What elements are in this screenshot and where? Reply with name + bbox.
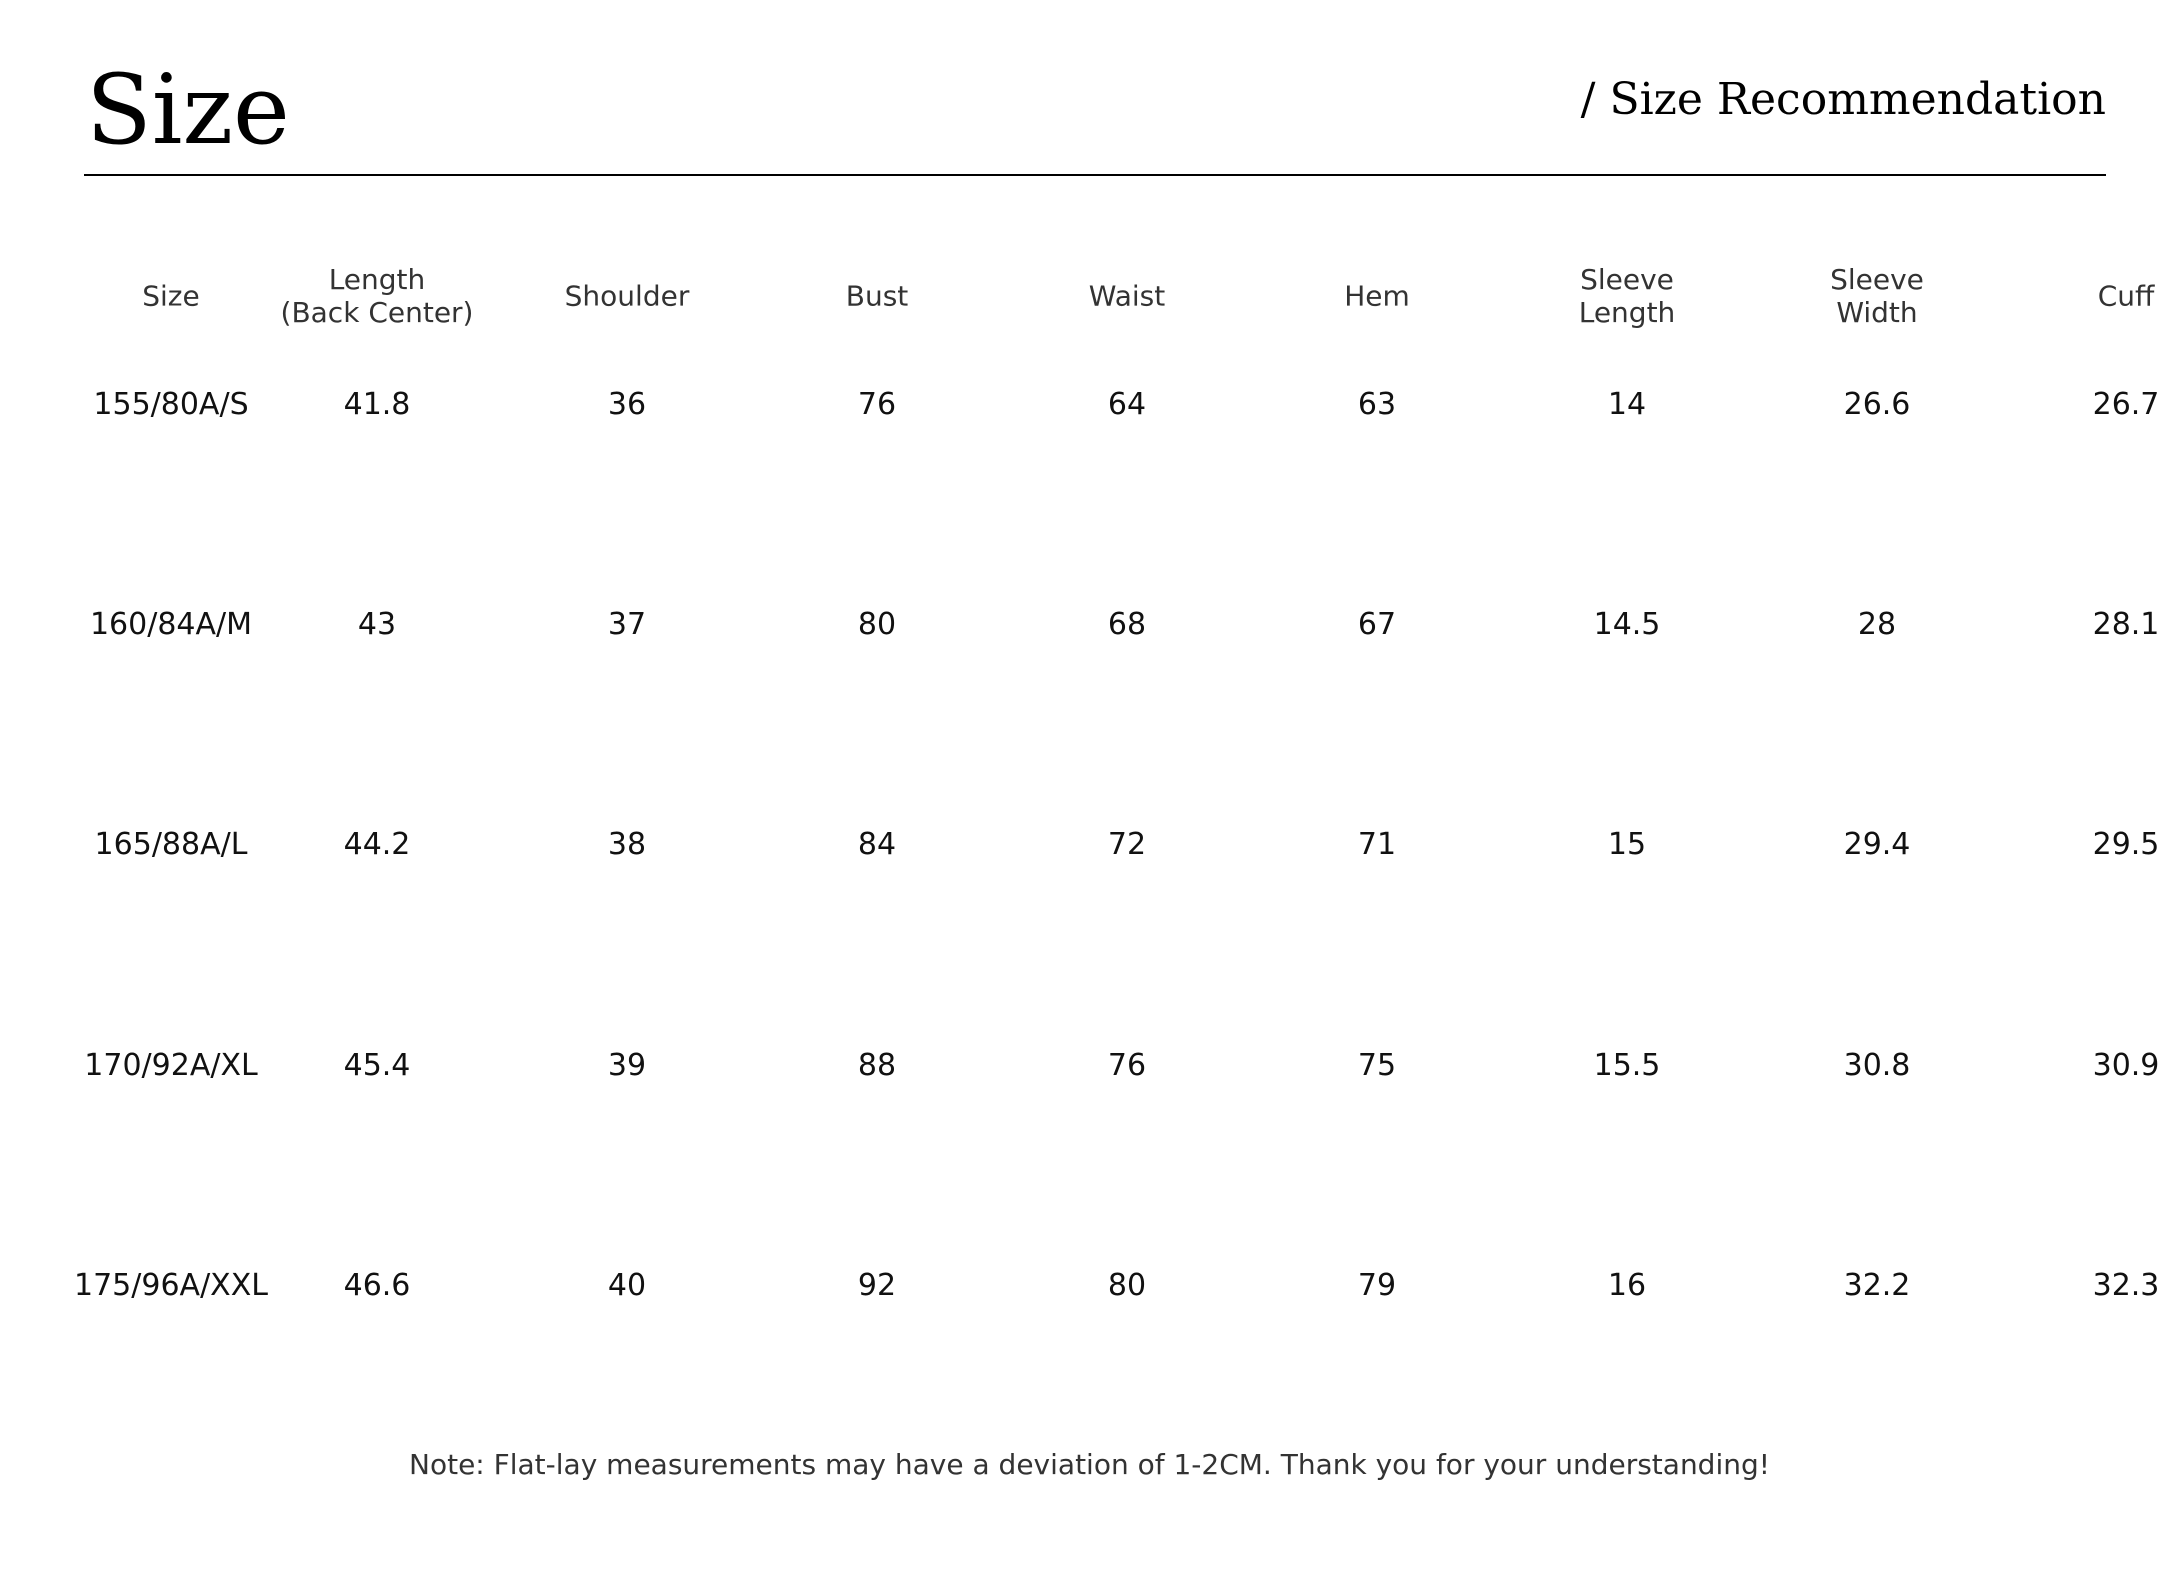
column-header-shoulder (565, 280, 690, 313)
table-cell-cuff: 32.3 (2092, 1268, 2160, 1303)
table-cell-sleeve-width: 30.8 (1843, 1048, 1911, 1083)
table-cell-cuff: 30.9 (2092, 1048, 2160, 1083)
table-cell-hem: 75 (1357, 1048, 1397, 1083)
table-cell-hem: 63 (1357, 387, 1397, 422)
table-cell-size: 170/92A/XL (84, 1048, 258, 1083)
table-cell-bust: 76 (857, 387, 897, 422)
table-cell-sleeve-length: 16 (1607, 1268, 1647, 1303)
table-cell-sleeve-width: 29.4 (1843, 827, 1911, 862)
table-cell-bust: 92 (857, 1268, 897, 1303)
table-cell-hem: 79 (1357, 1268, 1397, 1303)
table-cell-shoulder: 37 (607, 607, 647, 642)
column-header-line: Shoulder (564, 279, 690, 313)
column-header-line: (Back Center) (280, 296, 474, 329)
column-header-sleeve-width (1830, 263, 1924, 329)
column-header-waist (1089, 280, 1165, 313)
table-cell-bust: 88 (857, 1048, 897, 1083)
column-header-line: Sleeve (1580, 263, 1674, 296)
table-cell-length-back-center: 43 (357, 607, 397, 642)
column-header-length-back-center (281, 263, 474, 329)
page-title: Size (86, 54, 290, 166)
table-cell-size: 175/96A/XXL (74, 1268, 268, 1303)
table-cell-hem: 67 (1357, 607, 1397, 642)
measurement-note: Note: Flat-lay measurements may have a deviation of 1-2CM. Thank you for your understanding! (409, 1448, 1770, 1481)
table-cell-sleeve-length: 14 (1607, 387, 1647, 422)
page-subtitle: / Size Recommendation (1580, 74, 2106, 125)
table-cell-size: 160/84A/M (89, 607, 253, 642)
table-cell-sleeve-width: 26.6 (1843, 387, 1911, 422)
column-header-line: Cuff (2097, 279, 2155, 313)
column-header-cuff (2098, 280, 2155, 313)
table-cell-bust: 84 (857, 827, 897, 862)
column-header-sleeve-length (1579, 263, 1676, 329)
table-cell-waist: 72 (1107, 827, 1147, 862)
table-cell-length-back-center: 41.8 (343, 387, 411, 422)
column-header-line: Width (1836, 296, 1918, 329)
table-cell-size: 165/88A/L (94, 827, 248, 862)
column-header-line: Length (1578, 296, 1676, 329)
column-header-line: Bust (845, 279, 909, 313)
table-cell-cuff: 29.5 (2092, 827, 2160, 862)
table-cell-length-back-center: 45.4 (343, 1048, 411, 1083)
table-cell-hem: 71 (1357, 827, 1397, 862)
table-cell-waist: 64 (1107, 387, 1147, 422)
table-cell-waist: 68 (1107, 607, 1147, 642)
table-cell-shoulder: 39 (607, 1048, 647, 1083)
table-cell-shoulder: 36 (607, 387, 647, 422)
table-cell-cuff: 28.1 (2092, 607, 2160, 642)
column-header-bust (846, 280, 909, 313)
column-header-line: Hem (1344, 279, 1410, 313)
column-header-hem (1344, 280, 1410, 313)
table-cell-size: 155/80A/S (93, 387, 249, 422)
column-header-line: Waist (1088, 279, 1166, 313)
table-cell-bust: 80 (857, 607, 897, 642)
column-header-size (142, 280, 199, 313)
table-cell-sleeve-length: 15.5 (1593, 1048, 1661, 1083)
table-cell-sleeve-length: 15 (1607, 827, 1647, 862)
table-cell-waist: 76 (1107, 1048, 1147, 1083)
table-cell-length-back-center: 44.2 (343, 827, 411, 862)
table-cell-length-back-center: 46.6 (343, 1268, 411, 1303)
table-cell-sleeve-width: 28 (1857, 607, 1897, 642)
column-header-line: Length (328, 263, 426, 296)
column-header-line: Sleeve (1830, 263, 1924, 296)
table-cell-cuff: 26.7 (2092, 387, 2160, 422)
column-header-line: Size (142, 279, 200, 313)
table-cell-waist: 80 (1107, 1268, 1147, 1303)
table-cell-shoulder: 40 (607, 1268, 647, 1303)
table-cell-shoulder: 38 (607, 827, 647, 862)
title-divider (84, 174, 2106, 176)
table-cell-sleeve-length: 14.5 (1593, 607, 1661, 642)
table-cell-sleeve-width: 32.2 (1843, 1268, 1911, 1303)
